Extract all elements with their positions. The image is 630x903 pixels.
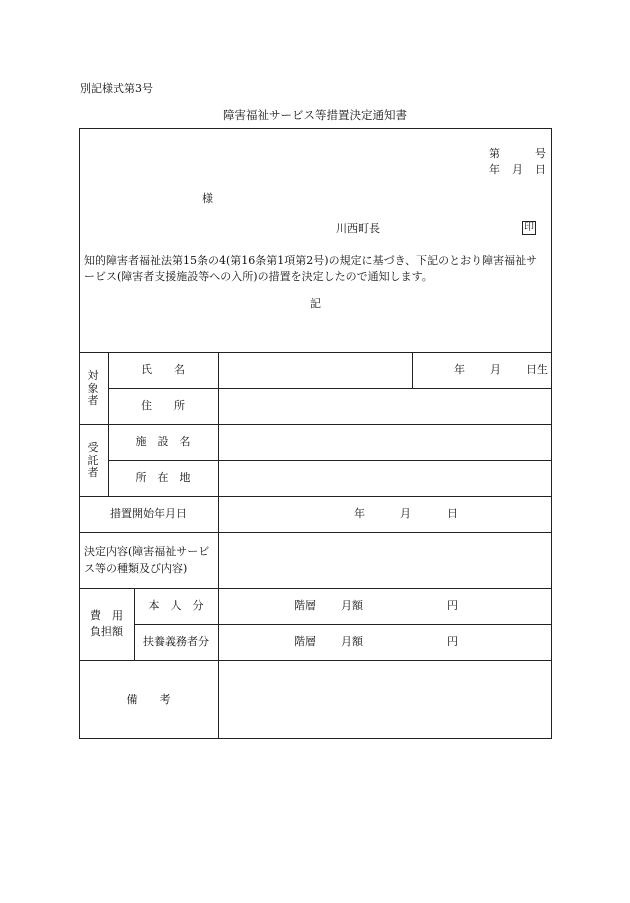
address-label: 住 所 [141, 399, 185, 412]
birth-year: 年 [454, 363, 465, 376]
remarks-label: 備 考 [126, 693, 171, 706]
supporter-tier: 階層 [294, 635, 316, 648]
subject-group-label: 対象者 [87, 369, 99, 408]
date-year: 年 [489, 163, 500, 176]
name-label: 氏 名 [141, 363, 185, 376]
trustee-group-label: 受託者 [87, 441, 99, 480]
doc-number-prefix: 第 [489, 147, 500, 160]
doc-number-suffix: 号 [535, 147, 546, 160]
rule [79, 424, 552, 425]
rule [108, 460, 552, 461]
start-year: 年 [354, 507, 365, 520]
cost-label-line2: 負担額 [90, 625, 123, 638]
rule [134, 588, 135, 660]
rule [79, 660, 552, 661]
decision-label: 決定内容(障害福祉サービス等の種類及び内容) [84, 545, 210, 575]
date-month: 月 [512, 163, 523, 176]
date-day: 日 [535, 163, 546, 176]
facility-location-label: 所 在 地 [135, 471, 191, 484]
self-share-label: 本 人 分 [148, 599, 204, 612]
notice-body: 知的障害者福祉法第15条の4(第16条第1項第2号)の規定に基づき、下記のとおり障害福祉サービス(障害者支援施設等への入所)の措置を決定したので通知します。 [84, 254, 538, 283]
rule [134, 624, 552, 625]
self-yen: 円 [447, 599, 458, 612]
birth-day: 日生 [526, 363, 548, 376]
rule [108, 388, 552, 389]
rule [79, 532, 552, 533]
birth-month: 月 [490, 363, 501, 376]
issuer-name: 川西町長 [336, 222, 380, 235]
supporter-share-label: 扶養義務者分 [143, 635, 209, 648]
rule [79, 588, 552, 589]
cost-label-line1: 費 用 [90, 609, 123, 622]
seal-stamp: 印 [524, 222, 534, 233]
rule [79, 496, 552, 497]
supporter-yen: 円 [447, 635, 458, 648]
self-monthly: 月額 [341, 599, 363, 612]
facility-name-label: 施 設 名 [135, 435, 191, 448]
start-date-label: 措置開始年月日 [110, 507, 187, 520]
self-tier: 階層 [294, 599, 316, 612]
form-number: 別記様式第3号 [80, 82, 153, 95]
document-title: 障害福祉サービス等措置決定通知書 [223, 108, 407, 122]
rule [218, 352, 219, 739]
start-day: 日 [447, 507, 458, 520]
rule [79, 352, 552, 353]
rule [412, 352, 413, 388]
addressee-honorific: 様 [202, 192, 213, 205]
supporter-monthly: 月額 [341, 635, 363, 648]
start-month: 月 [400, 507, 411, 520]
ki-marker: 記 [310, 297, 321, 310]
